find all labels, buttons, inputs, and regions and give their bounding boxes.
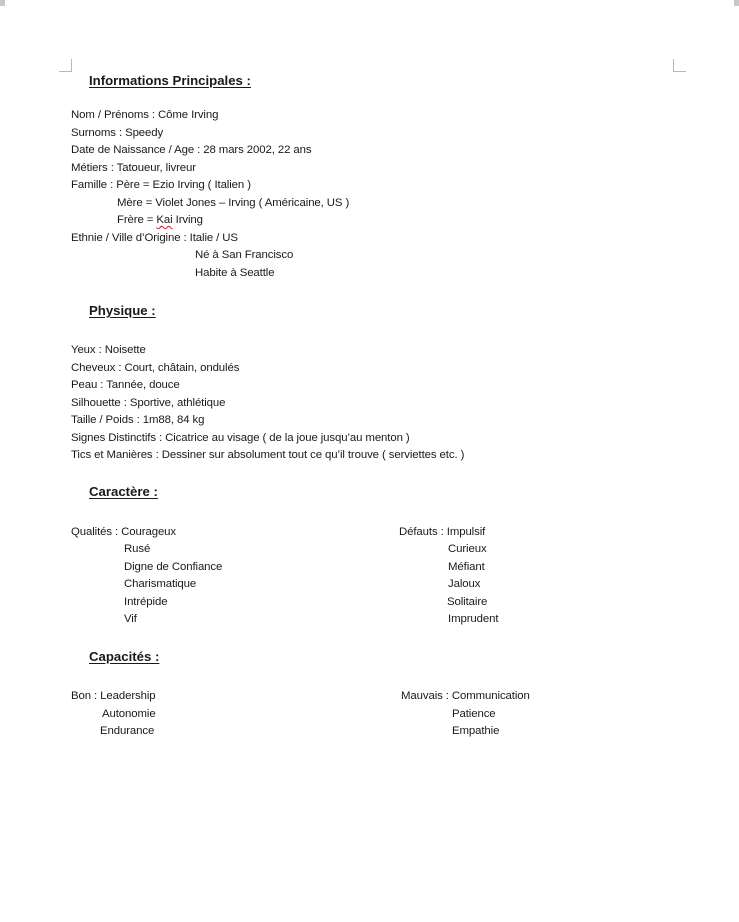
qualite-item: Digne de Confiance	[124, 561, 223, 573]
heading-caractere: Caractère :	[89, 484, 158, 499]
defaut-item: Méfiant	[448, 561, 485, 573]
window-edge-right	[734, 0, 739, 6]
info-metiers: Métiers : Tatoueur, livreur	[71, 162, 196, 174]
qualite-item: Vif	[124, 613, 137, 625]
physique-cheveux: Cheveux : Court, châtain, ondulés	[71, 362, 240, 374]
defaut-item: Curieux	[448, 543, 487, 555]
info-famille-mere: Mère = Violet Jones – Irving ( Américaine, US )	[117, 197, 350, 209]
qualites-label: Qualités : Courageux	[71, 526, 177, 538]
spellcheck-word-kai[interactable]: Kai	[156, 214, 173, 226]
margin-corner-top-left	[59, 59, 72, 72]
qualite-item: Intrépide	[124, 596, 168, 608]
info-naissance: Date de Naissance / Age : 28 mars 2002, 22 ans	[71, 144, 312, 156]
info-ne: Né à San Francisco	[195, 249, 294, 261]
physique-silhouette: Silhouette : Sportive, athlétique	[71, 397, 226, 409]
bon-item: Endurance	[100, 725, 155, 737]
heading-capacites: Capacités :	[89, 649, 160, 664]
physique-signes: Signes Distinctifs : Cicatrice au visage ( de la joue jusqu’au menton )	[71, 432, 410, 444]
qualite-item: Charismatique	[124, 578, 197, 590]
defaut-item: Imprudent	[448, 613, 499, 625]
physique-taille: Taille / Poids : 1m88, 84 kg	[71, 414, 205, 426]
mauvais-label: Mauvais : Communication	[401, 690, 530, 702]
mauvais-item: Patience	[452, 708, 496, 720]
info-frere-lastname: Irving	[172, 214, 203, 226]
heading-physique: Physique :	[89, 303, 156, 318]
info-famille-pere: Famille : Père = Ezio Irving ( Italien )	[71, 179, 251, 191]
mauvais-item: Empathie	[452, 725, 500, 737]
physique-tics: Tics et Manières : Dessiner sur absolument tout ce qu’il trouve ( serviettes etc. )	[71, 449, 465, 461]
heading-informations-principales: Informations Principales :	[89, 73, 251, 88]
margin-corner-top-right	[673, 59, 686, 72]
defaut-item: Jaloux	[448, 578, 481, 590]
bon-label: Bon : Leadership	[71, 690, 156, 702]
bon-item: Autonomie	[102, 708, 156, 720]
defaut-item: Solitaire	[447, 596, 488, 608]
info-surnoms: Surnoms : Speedy	[71, 127, 164, 139]
info-ethnie: Ethnie / Ville d’Origine : Italie / US	[71, 232, 238, 244]
info-famille-frere	[117, 213, 203, 227]
info-habite: Habite à Seattle	[195, 267, 275, 279]
physique-peau: Peau : Tannée, douce	[71, 379, 180, 391]
window-edge-left	[0, 0, 5, 6]
info-frere-prefix: Frère =	[117, 214, 157, 226]
defauts-label: Défauts : Impulsif	[399, 526, 486, 538]
physique-yeux: Yeux : Noisette	[71, 344, 146, 356]
info-nom: Nom / Prénoms : Côme Irving	[71, 109, 219, 121]
qualite-item: Rusé	[124, 543, 151, 555]
